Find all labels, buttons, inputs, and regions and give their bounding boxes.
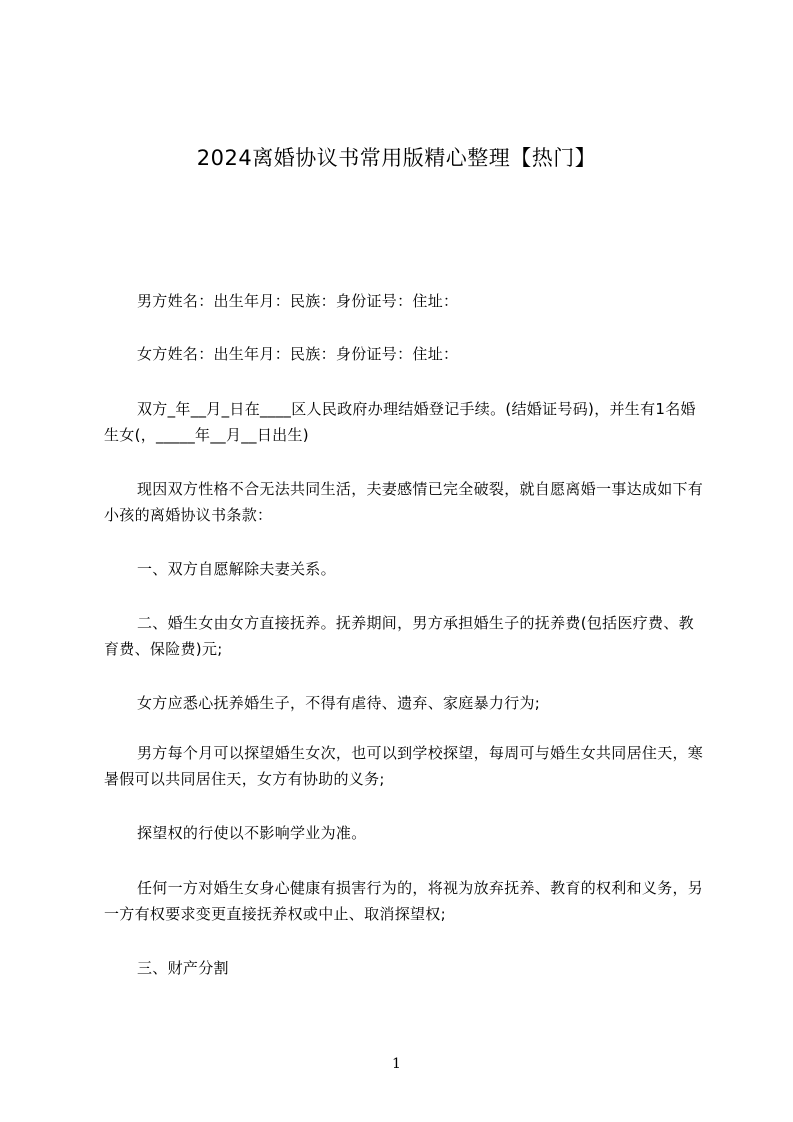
clause-three-heading [104, 955, 704, 981]
paragraph-text: 女方姓名：出生年月：民族：身份证号：住址： [137, 345, 459, 363]
clause-one [104, 556, 704, 582]
paragraph-text: 现因双方性格不合无法共同生活，夫妻感情已完全破裂，就自愿离婚一事达成如下有小孩的离婚协议书条款： [104, 480, 704, 524]
paragraph-text: 一、双方自愿解除夫妻关系。 [137, 560, 336, 578]
paragraph-visitation-limit [104, 820, 704, 846]
paragraph-text: 探望权的行使以不影响学业为准。 [137, 824, 367, 842]
paragraph-female-info [104, 341, 704, 367]
paragraph-text: 男方每个月可以探望婚生女次，也可以到学校探望，每周可与婚生女共同居住天，寒暑假可以共同居住天，女方有协助的义务; [104, 744, 704, 788]
paragraph-text: 女方应悉心抚养婚生子，不得有虐待、遗弃、家庭暴力行为; [137, 694, 541, 712]
paragraph-text: 男方姓名：出生年月：民族：身份证号：住址： [137, 292, 459, 310]
paragraph-text: 任何一方对婚生女身心健康有损害行为的，将视为放弃抚养、教育的权利和义务，另一方有权要求变更直接抚养权或中止、取消探望权; [104, 879, 704, 923]
page-number: 1 [392, 1056, 401, 1072]
document-title: 2024离婚协议书常用版精心整理【热门】 [196, 146, 597, 170]
paragraph-divorce-reason [104, 476, 704, 528]
paragraph-male-info [104, 288, 704, 314]
paragraph-text: 二、婚生女由女方直接抚养。抚养期间，男方承担婚生子的抚养费(包括医疗费、教育费、保险费)元; [104, 614, 694, 658]
clause-two [104, 610, 704, 662]
paragraph-visitation [104, 740, 704, 792]
paragraph-harm-clause [104, 875, 704, 927]
paragraph-marriage-registration [104, 396, 704, 448]
paragraph-care-obligation [104, 690, 704, 716]
paragraph-text: 双方_年__月_日在____区人民政府办理结婚登记手续。(结婚证号码)，并生有1名婚生女(，_____年__月__日出生) [104, 400, 696, 444]
paragraph-text: 三、财产分割 [137, 959, 229, 977]
